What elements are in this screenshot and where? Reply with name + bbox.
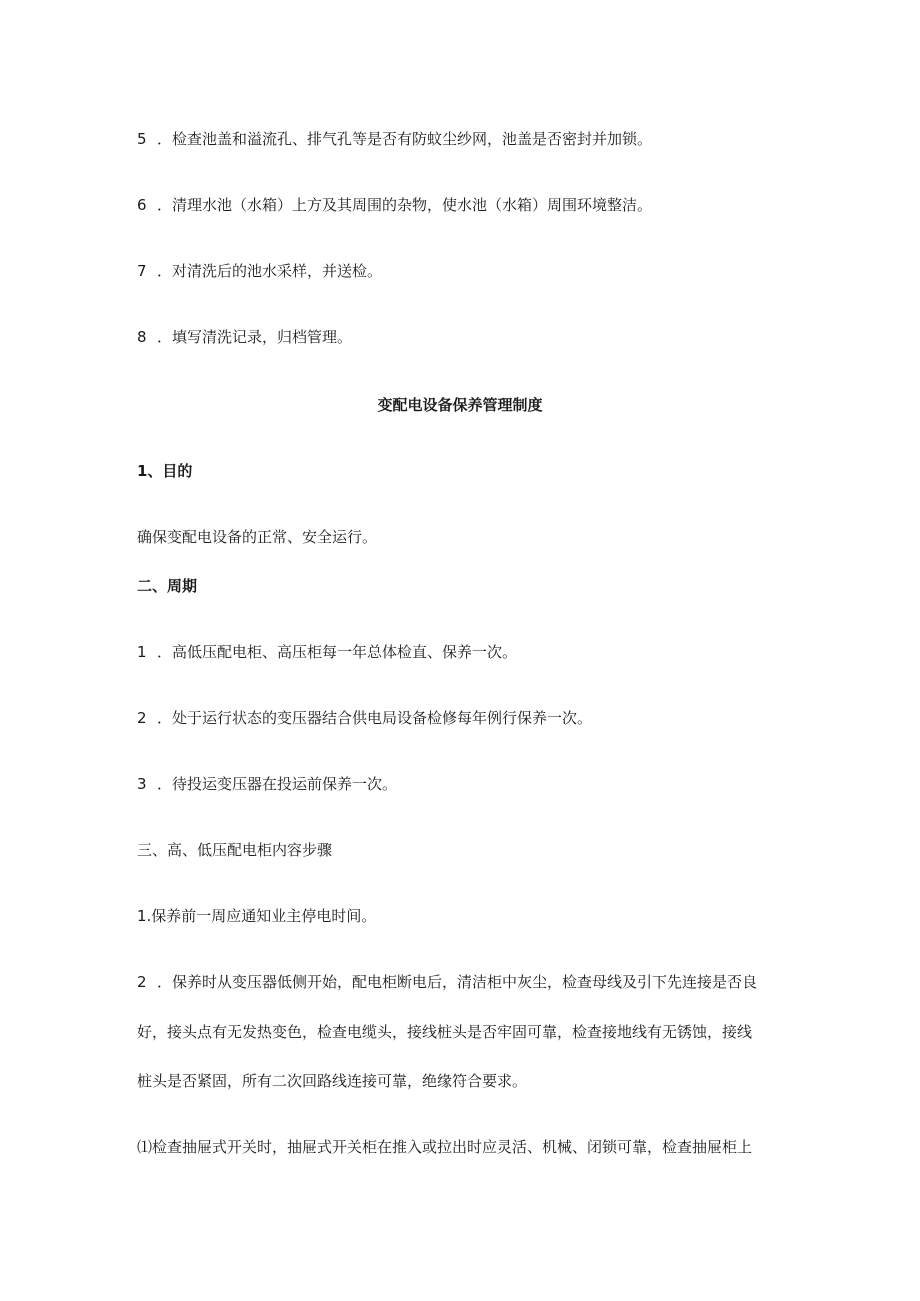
cycle-item-1 [137,642,517,662]
item-text: ．高低压配电柜、高压柜每一年总体检直、保养一次。 [157,643,518,661]
item-number: 2 [137,973,147,991]
item-number: 1 [137,643,147,661]
purpose-text: 确保变配电设备的正常、安全运行。 [137,528,378,546]
section-heading-cycle: 二、周期 [137,577,198,595]
item-text: ．处于运行状态的变压器结合供电局设备检修每年例行保养一次。 [157,709,593,727]
item-text: ．待投运变压器在投运前保养一次。 [157,775,398,793]
item-text: ．填写清洗记录，归档管理。 [157,328,353,346]
item-text: ．检查池盖和溢流孔、排气孔等是否有防蚊尘纱网，池盖是否密封并加锁。 [157,130,653,148]
item-number: 7 [137,262,147,280]
item-number: 2 [137,709,147,727]
item-number: 5 [137,130,147,148]
step-2-line-3: 桩头是否紧固，所有二次回路线连接可靠，绝缘符合要求。 [137,1072,528,1090]
item-text: ．清理水池（水箱）上方及其周围的杂物，使水池（水箱）周围环境整洁。 [157,196,653,214]
item-text: ．对清洗后的池水采样，并送检。 [157,262,383,280]
document-title: 变配电设备保养管理制度 [377,396,543,414]
cycle-item-3 [137,774,397,794]
list-item-6 [137,195,652,215]
section-heading-purpose: 1、目的 [137,462,193,480]
item-number: 8 [137,328,147,346]
step-2-line-1 [137,972,757,992]
section-heading-steps: 三、高、低压配电柜内容步骤 [137,841,333,859]
list-item-8 [137,327,352,347]
item-number: 3 [137,775,147,793]
list-item-5 [137,129,652,149]
step-1: 1.保养前一周应通知业主停电时间。 [137,907,377,925]
list-item-7 [137,261,382,281]
step-2-line-2: 好，接头点有无发热变色，检查电缆头，接线桩头是否牢固可靠，检查接地线有无锈蚀，接线 [137,1023,753,1041]
cycle-item-2 [137,708,592,728]
item-number: 6 [137,196,147,214]
item-text: ．保养时从变压器低侧开始，配电柜断电后，清洁柜中灰尘，检查母线及引下先连接是否良 [157,973,758,991]
sub-step-1: ⑴检查抽屉式开关时，抽屉式开关柜在推入或拉出时应灵活、机械、闭锁可靠，检查抽屉柜上 [137,1138,753,1156]
